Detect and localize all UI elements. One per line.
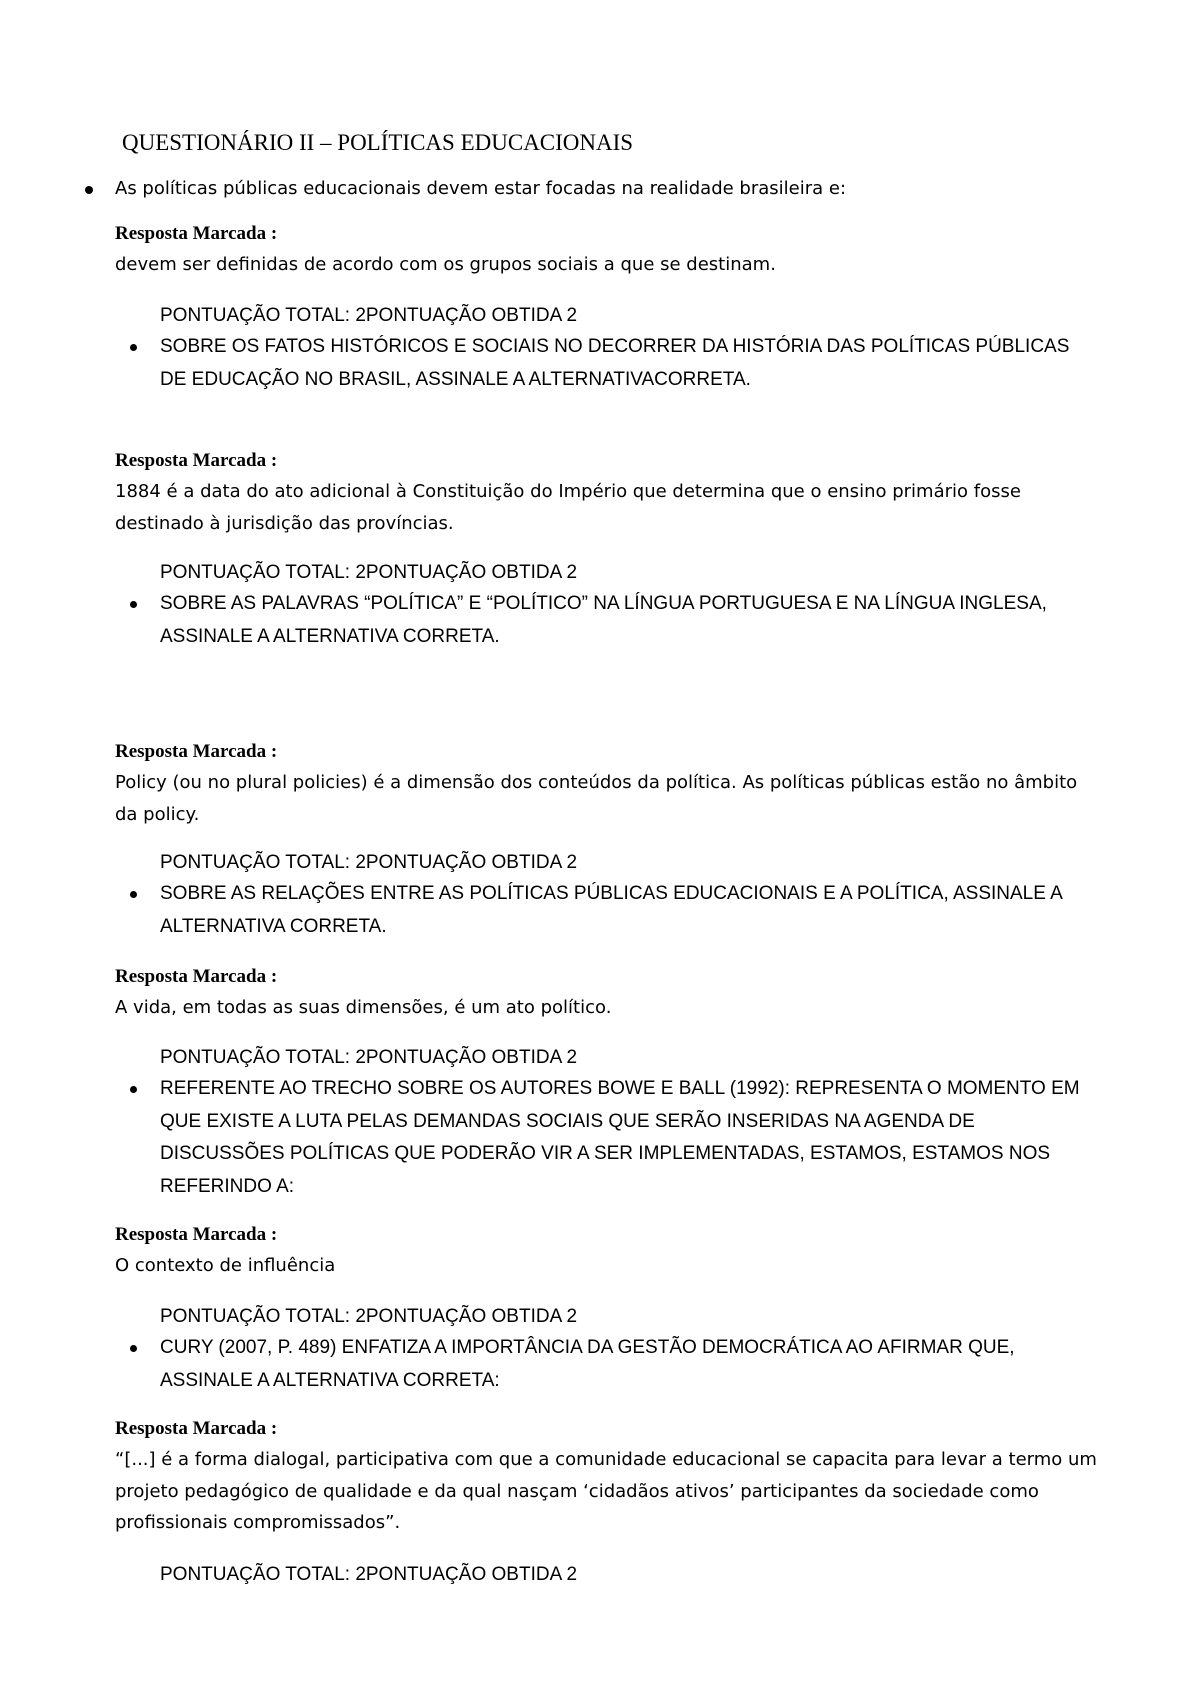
response-label: Resposta Marcada :: [115, 741, 278, 762]
answer-text: 1884 é a data do ato adicional à Constituição do Império que determina que o ensino primário fosse destinado à jurisdição das províncias.: [115, 481, 1021, 534]
bullet-icon: [130, 344, 137, 351]
bullet-icon: [130, 601, 137, 608]
answer-block-4: [115, 962, 1105, 1024]
question-item: [160, 588, 1100, 653]
answer-block-3: [115, 737, 1105, 830]
answer-block-1: [115, 219, 1105, 281]
score-line: PONTUAÇÃO TOTAL: 2PONTUAÇÃO OBTIDA 2: [160, 562, 578, 583]
answer-block-5: [115, 1220, 1105, 1282]
intro-question-text: As políticas públicas educacionais devem estar focadas na realidade brasileira e:: [115, 178, 847, 199]
response-label: Resposta Marcada :: [115, 450, 278, 471]
answer-text: Policy (ou no plural policies) é a dimensão dos conteúdos da política. As políticas públicas estão no âmbito da policy.: [115, 772, 1078, 825]
question-text: SOBRE AS RELAÇÕES ENTRE AS POLÍTICAS PÚBLICAS EDUCACIONAIS E A POLÍTICA, ASSINALE A ALTERNATIVA CORRETA.: [160, 883, 1062, 937]
question-text: SOBRE AS PALAVRAS “POLÍTICA” E “POLÍTICO” NA LÍNGUA PORTUGUESA E NA LÍNGUA INGLESA, ASSINALE A ALTERNATIVA CORRETA.: [160, 593, 1047, 647]
question-text: SOBRE OS FATOS HISTÓRICOS E SOCIAIS NO DECORRER DA HISTÓRIA DAS POLÍTICAS PÚBLICAS DE EDUCAÇÃO NO BRASIL, ASSINALE A ALTERNATIVACORRETA.: [160, 336, 1070, 390]
answer-text: “[...] é a forma dialogal, participativa com que a comunidade educacional se capacita para levar a termo um projeto pedagógico de qualidade e da qual nasçam ‘cidadãos ativos’ participantes da sociedade como profissionais compromissados”.: [115, 1449, 1097, 1533]
answer-text: A vida, em todas as suas dimensões, é um ato político.: [115, 997, 612, 1018]
question-item: [160, 878, 1100, 943]
answer-block-6: [115, 1414, 1105, 1539]
answer-text: devem ser definidas de acordo com os grupos sociais a que se destinam.: [115, 254, 776, 275]
response-label: Resposta Marcada :: [115, 966, 278, 987]
question-text: CURY (2007, P. 489) ENFATIZA A IMPORTÂNCIA DA GESTÃO DEMOCRÁTICA AO AFIRMAR QUE, ASSINALE A ALTERNATIVA CORRETA:: [160, 1337, 1015, 1391]
score-line: PONTUAÇÃO TOTAL: 2PONTUAÇÃO OBTIDA 2: [160, 1047, 578, 1068]
score-line: PONTUAÇÃO TOTAL: 2PONTUAÇÃO OBTIDA 2: [160, 305, 578, 326]
question-item: [160, 1332, 1100, 1397]
bullet-icon: [130, 1086, 137, 1093]
answer-block-2: [115, 446, 1105, 539]
bullet-icon: [85, 186, 93, 194]
intro-question: [85, 173, 1105, 205]
response-label: Resposta Marcada :: [115, 223, 278, 244]
page-title: QUESTIONÁRIO II – POLÍTICAS EDUCACIONAIS: [122, 130, 634, 155]
question-item: [160, 1073, 1100, 1203]
response-label: Resposta Marcada :: [115, 1418, 278, 1439]
answer-text: O contexto de influência: [115, 1255, 336, 1276]
score-line: PONTUAÇÃO TOTAL: 2PONTUAÇÃO OBTIDA 2: [160, 1306, 578, 1327]
bullet-icon: [130, 891, 137, 898]
response-label: Resposta Marcada :: [115, 1224, 278, 1245]
bullet-icon: [130, 1345, 137, 1352]
score-line: PONTUAÇÃO TOTAL: 2PONTUAÇÃO OBTIDA 2: [160, 1564, 578, 1585]
question-item: [160, 331, 1100, 396]
question-text: REFERENTE AO TRECHO SOBRE OS AUTORES BOWE E BALL (1992): REPRESENTA O MOMENTO EM QUE EXISTE A LUTA PELAS DEMANDAS SOCIAIS QUE SERÃO INSERIDAS NA AGENDA DE DISCUSSÕES POLÍTICAS QUE PODERÃO VIR A SER IMPLEMENTADAS, ESTAMOS, ESTAMOS NOS REFERINDO A:: [160, 1078, 1080, 1197]
score-line: PONTUAÇÃO TOTAL: 2PONTUAÇÃO OBTIDA 2: [160, 852, 578, 873]
